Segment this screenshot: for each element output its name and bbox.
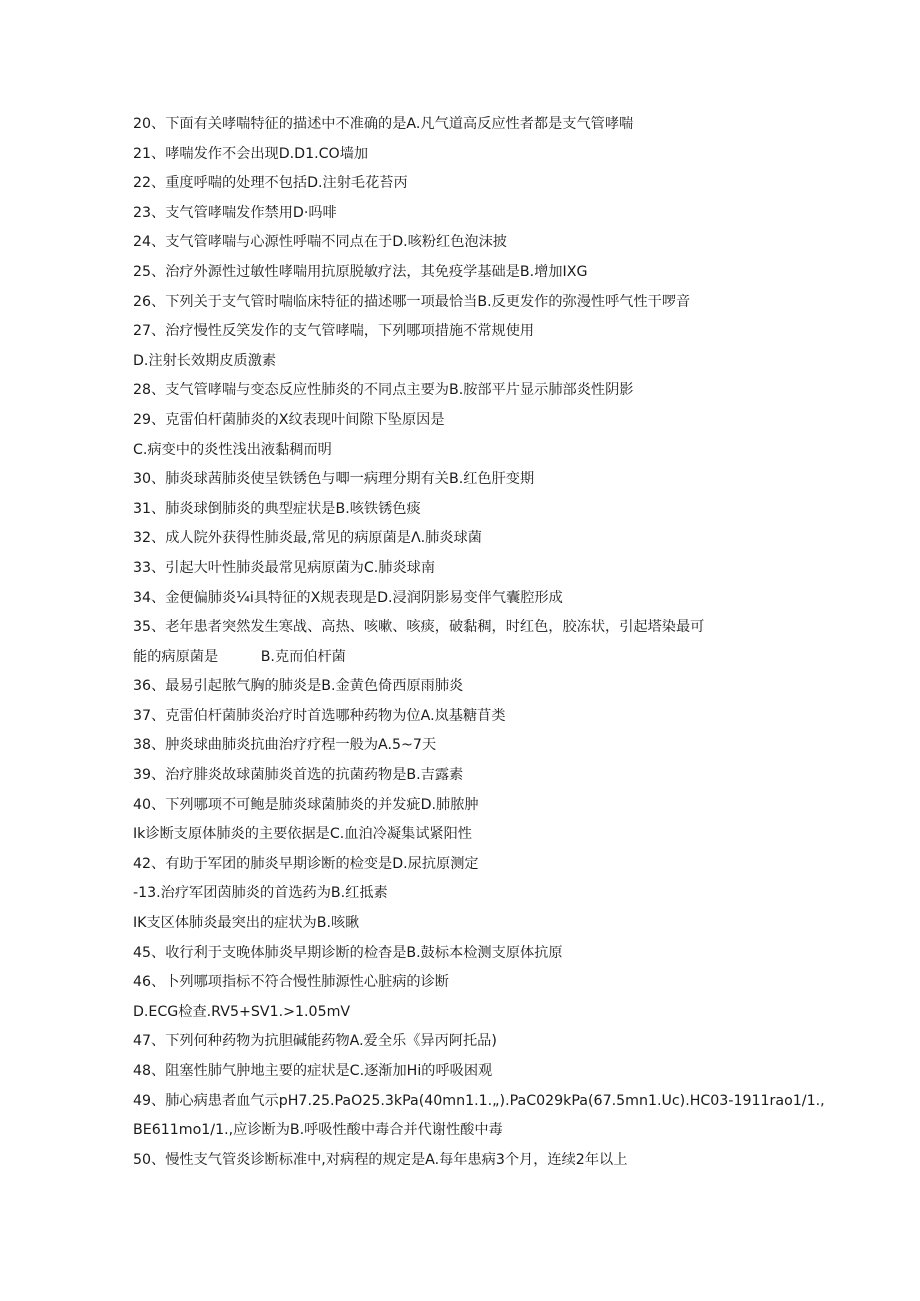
text-line: D.注射长效期皮质激素 xyxy=(133,352,277,369)
text-line: 27、治疗慢性反笑发作的支气管哮喘，下列哪项措施不常规使用 xyxy=(133,323,535,340)
text-line: 28、支气管哮喘与变态反应性肺炎的不同点主要为B.胺部平片显示肺部炎性阴影 xyxy=(133,382,634,399)
text-line: 36、最易引起脓气胸的肺炎是B.金黄色倚西原雨肺炎 xyxy=(133,678,464,695)
text-line: 42、有助于军团的肺炎早期诊断的检变是D.尿抗原测定 xyxy=(133,855,479,872)
text-line: 39、治疗腓炎故球菌肺炎首选的抗菌药物是B.吉露素 xyxy=(133,767,464,784)
text-line: Ik诊断支原体肺炎的主要依据是C.血泊冷凝集试紧阳性 xyxy=(133,826,472,843)
text-line: D.ECG检查.RV5+SV1.>1.05mV xyxy=(133,1003,351,1020)
text-line: 32、成人院外获得性肺炎最,常见的病原菌是Λ.肺炎球菌 xyxy=(133,530,482,547)
text-line: -13.治疗军团茵肺炎的首选药为B.红抵素 xyxy=(133,885,388,902)
text-line: 30、肺炎球茜肺炎使呈铁锈色与唧一病理分期有关B.红色肝变期 xyxy=(133,471,535,488)
text-line: 50、慢性支气管炎诊断标准中,对病程的规定是A.每年患病3个月，连续2年以上 xyxy=(133,1151,628,1168)
text-line: 38、肿炎球曲肺炎抗曲治疗疗程一般为A.5~7天 xyxy=(133,737,437,754)
text-line: 45、收行利于支晚体肺炎早期诊断的检杳是B.鼓标本检测支原体抗原 xyxy=(133,944,563,961)
text-line: 22、重度呼喘的处理不包括D.注射毛花苔丙 xyxy=(133,175,408,192)
text-line: 40、下列哪项不可鲍是肺炎球菌肺炎的并发疵D.肺脓肿 xyxy=(133,796,479,813)
text-line: 46、卜列哪项指标不符合慢性肺源性心脏病的诊断 xyxy=(133,974,449,991)
text-line: 35、老年患者突然发生寒战、高热、咳嗽、咳痰，破黏稠，时红色，胶冻状，引起塔染最可 xyxy=(133,619,705,636)
text-line: 26、下列关于支气管时喘临床特征的描述哪一项最恰当B.反更发作的弥漫性呼气性干啰音 xyxy=(133,293,691,310)
text-line: 25、治疗外源性过敏性哮喘用抗原脱敏疗法，其免疫学基础是B.增加IXG xyxy=(133,263,588,280)
text-line: BE611mo1∕1.,应诊断为B.呼吸性酸中毒合并代谢性酸中毒 xyxy=(133,1122,503,1139)
text-line: IK支区体肺炎最突出的症状为B.咳瞅 xyxy=(133,915,360,932)
text-line: 47、下列何种药物为抗胆碱能药物A.爱全乐《异丙阿托品) xyxy=(133,1033,497,1050)
text-line: 31、肺炎球倒肺炎的典型症状是B.咳铁锈色痰 xyxy=(133,500,421,517)
text-line: 34、金便偏肺炎¼i具特征的X规表现是D.浸润阴影易变伴气囊腔形成 xyxy=(133,589,563,606)
text-line: 能的病原菌是 B.克而伯杆菌 xyxy=(133,648,346,665)
text-line: 29、克雷伯杆菌肺炎的X纹表现叶间隙下坠原因是 xyxy=(133,411,445,428)
text-line: C.病变中的炎性浅出液黏稠而明 xyxy=(133,441,332,458)
text-line: 49、肺心病患者血气示pH7.25.PaO25.3kPa(40mn1.1.„).PaC029kPa(67.5mn1.Uc).HC03-1911rao1∕1., xyxy=(133,1092,825,1109)
text-line: 23、支气管哮喘发作禁用D·吗啡 xyxy=(133,204,337,221)
text-line: 37、克雷伯杆菌肺炎治疗时首选哪种药物为位A.岚基糖苜类 xyxy=(133,707,506,724)
text-line: 21、哮喘发作不会出现D.D1.CO墙加 xyxy=(133,145,369,162)
text-line: 33、引起大叶性肺炎最常见病原菌为C.肺炎球南 xyxy=(133,559,436,576)
text-line: 24、支气管哮喘与心源性呼喘不同点在于D.咳粉红色泡沫披 xyxy=(133,234,507,251)
text-line: 48、阻塞性肺气肿地主要的症状是C.逐渐加Hi的呼吸困观 xyxy=(133,1063,493,1079)
text-line: 20、下面有关哮喘特征的描述中不准确的是A.凡气道高反应性者都是支气管哮喘 xyxy=(133,116,634,132)
